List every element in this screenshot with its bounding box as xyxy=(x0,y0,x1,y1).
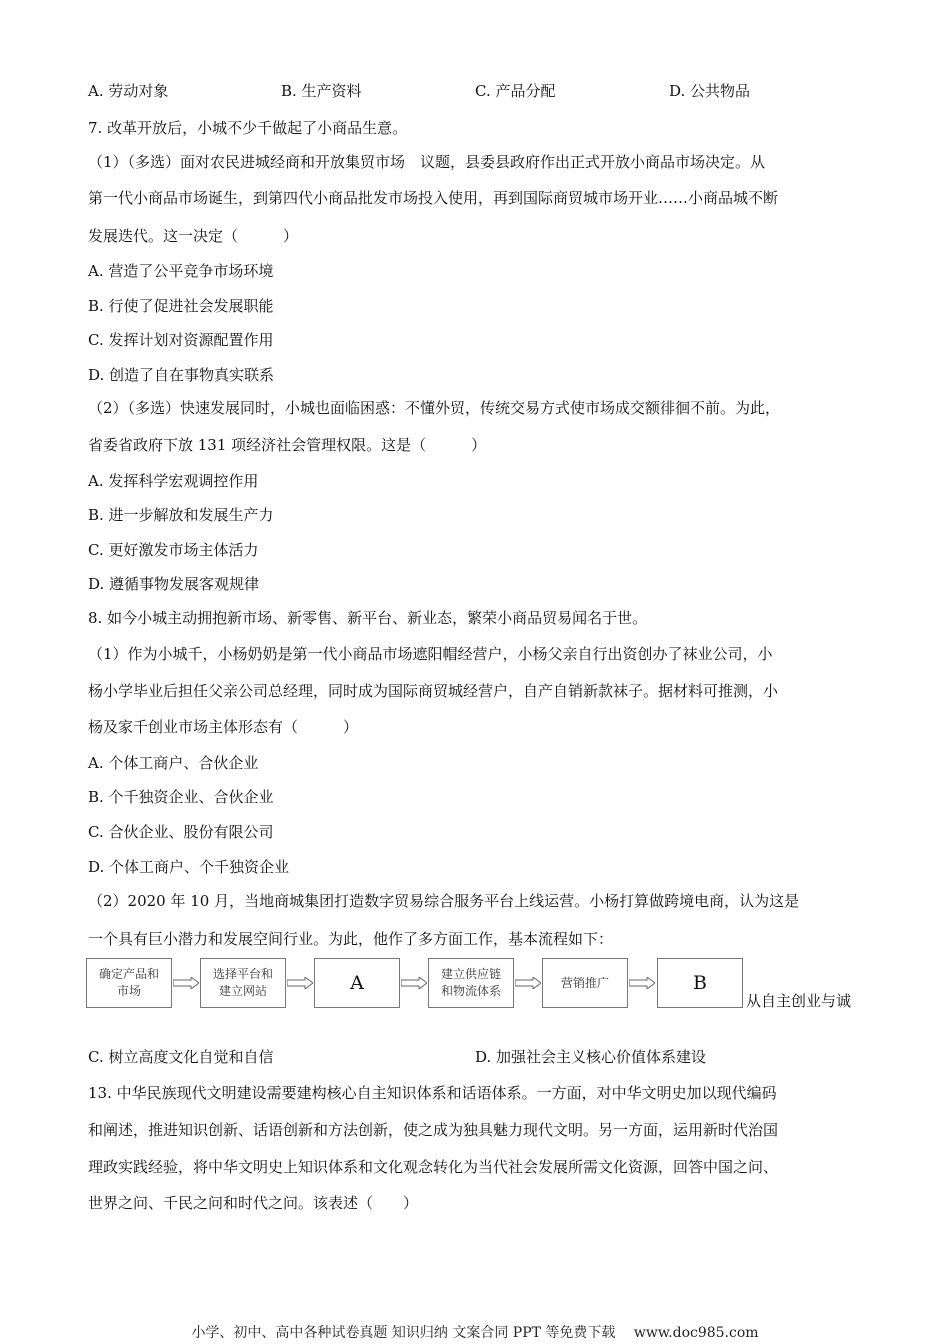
flow-arrow-icon xyxy=(629,977,655,989)
q7-sub1-line: 发展迭代。这一决定（ ） xyxy=(88,227,299,245)
flow-arrow-icon xyxy=(173,977,199,989)
q13-line: 世界之问、千民之问和时代之问。该表述（ ） xyxy=(88,1194,419,1212)
q6-options xyxy=(88,80,848,102)
q13-line: 和阐述，推进知识创新、话语创新和方法创新，使之成为独具魅力现代文明。另一方面，运用新时代治国 xyxy=(88,1121,779,1139)
q7-sub2-option-c: C. 更好激发市场主体活力 xyxy=(88,541,259,559)
flow-step-label: 建立供应链 和物流体系 xyxy=(440,967,501,998)
flow-step-choose-platform xyxy=(200,958,286,1008)
flow-step-label: 营销推广 xyxy=(560,975,609,990)
q7-sub2-line: （2）（多选）快速发展同时，小城也面临困惑：不懂外贸，传统交易方式使市场成交额徘徊不前。为此， xyxy=(88,399,781,417)
q6-option-b: B. 生产资料 xyxy=(281,82,362,100)
q13-line: 理政实践经验，将中华文明史上知识体系和文化观念转化为当代社会发展所需文化资源，回答中国之问、 xyxy=(88,1158,779,1176)
flow-step-label: 选择平台和 建立网站 xyxy=(212,967,273,998)
q7-sub2-option-b: B. 进一步解放和发展生产力 xyxy=(88,506,274,524)
flow-step-b xyxy=(657,958,743,1008)
q12-options xyxy=(88,1046,848,1068)
flow-step-a xyxy=(314,958,400,1008)
q7-sub2-option-d: D. 遵循事物发展客观规律 xyxy=(88,575,260,593)
q7-sub1-option-d: D. 创造了自在事物真实联系 xyxy=(88,366,275,384)
q8-sub1-line: 杨小学毕业后担任父亲公司总经理，同时成为国际商贸城经营户，自产自销新款袜子。据材料可推测，小 xyxy=(88,682,779,700)
flow-arrow-icon xyxy=(401,977,427,989)
q7-sub1-line: 第一代小商品市场诞生，到第四代小商品批发市场投入使用，再到国际商贸城市场开业……小商品城不断 xyxy=(88,189,779,207)
q7-sub2-option-a: A. 发挥科学宏观调控作用 xyxy=(88,472,259,490)
q12-option-d: D. 加强社会主义核心价值体系建设 xyxy=(475,1048,707,1066)
flow-step-label: A xyxy=(350,971,364,994)
q6-option-a: A. 劳动对象 xyxy=(88,82,169,100)
q12-option-c: C. 树立高度文化自觉和自信 xyxy=(88,1048,274,1066)
q8-sub2-line: 一个具有巨小潜力和发展空间行业。为此，他作了多方面工作，基本流程如下： xyxy=(88,930,614,948)
process-flow-diagram xyxy=(86,958,866,1010)
q7-sub2-line: 省委省政府下放 131 项经济社会管理权限。这是（ ） xyxy=(88,436,487,454)
q8-sub1-line: 杨及家千创业市场主体形态有（ ） xyxy=(88,718,359,736)
q7-sub1-line: （1）（多选）面对农民进城经商和开放集贸市场 议题，县委县政府作出正式开放小商品市场决定。从 xyxy=(88,153,766,171)
q7-sub1-option-a: A. 营造了公平竞争市场环境 xyxy=(88,262,274,280)
q6-option-d: D. 公共物品 xyxy=(669,82,751,100)
q6-option-c: C. 产品分配 xyxy=(475,82,556,100)
q8-sub1-option-d: D. 个体工商户、个千独资企业 xyxy=(88,858,290,876)
q7-sub1-option-b: B. 行使了促进社会发展职能 xyxy=(88,297,274,315)
q8-sub1-option-a: A. 个体工商户、合伙企业 xyxy=(88,754,259,772)
q8-sub1-line: （1）作为小城千，小杨奶奶是第一代小商品市场遮阳帽经营户，小杨父亲自行出资创办了袜业公司，小 xyxy=(88,645,773,663)
flow-step-label: B xyxy=(693,971,707,994)
q7-stem: 7. 改革开放后，小城不少千做起了小商品生意。 xyxy=(88,119,408,137)
q13-line: 13. 中华民族现代文明建设需要建构核心自主知识体系和话语体系。一方面，对中华文明史加以现代编码 xyxy=(88,1084,777,1102)
flow-step-label: 确定产品和 市场 xyxy=(98,967,159,998)
flow-step-supply-chain xyxy=(428,958,514,1008)
page-footer: 小学、初中、高中各种试卷真题 知识归纳 文案合同 PPT 等免费下载 www.doc985.com xyxy=(191,1325,759,1341)
q8-sub1-option-b: B. 个千独资企业、合伙企业 xyxy=(88,788,274,806)
q8-sub1-option-c: C. 合伙企业、股份有限公司 xyxy=(88,823,274,841)
flow-arrow-icon xyxy=(287,977,313,989)
flow-step-define-product xyxy=(86,958,172,1008)
q8-stem: 8. 如今小城主动拥抱新市场、新零售、新平台、新业态，繁荣小商品贸易闻名于世。 xyxy=(88,609,648,627)
q8-sub2-line: （2）2020 年 10 月，当地商城集团打造数字贸易综合服务平台上线运营。小杨打算做跨境电商，认为这是 xyxy=(88,892,800,910)
q7-sub1-option-c: C. 发挥计划对资源配置作用 xyxy=(88,331,274,349)
flow-arrow-icon xyxy=(515,977,541,989)
flow-trailing-text: 从自主创业与诚 xyxy=(746,992,852,1010)
flow-step-marketing xyxy=(542,958,628,1008)
